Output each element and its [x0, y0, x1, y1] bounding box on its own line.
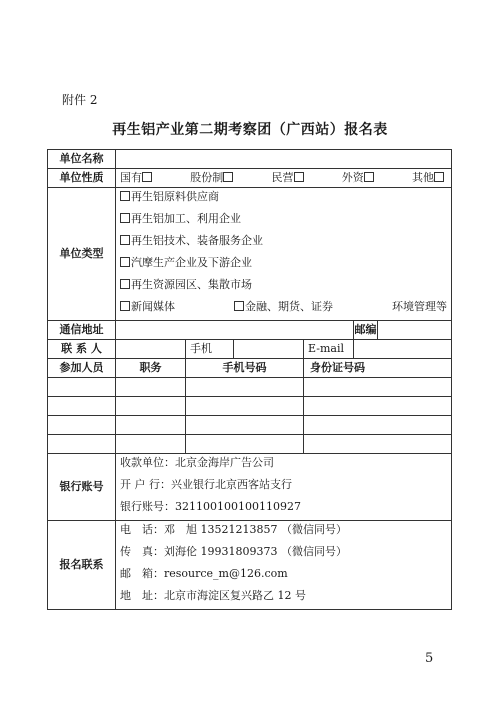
address-label: 通信地址 — [48, 321, 116, 340]
checkbox-icon[interactable] — [364, 172, 374, 182]
checkbox-icon[interactable] — [120, 279, 130, 289]
email-field[interactable] — [354, 340, 452, 359]
type-option[interactable]: 汽摩生产企业及下游企业 — [120, 254, 447, 276]
type-option[interactable]: 再生资源园区、集散市场 — [120, 276, 447, 298]
row-registration-contact — [48, 521, 452, 610]
unit-name-field[interactable] — [116, 150, 452, 169]
unit-type-field — [116, 188, 452, 321]
nature-option-foreign[interactable]: 外资 — [342, 169, 375, 187]
bank-info — [116, 454, 452, 521]
checkbox-icon[interactable] — [434, 172, 444, 182]
row-address — [48, 321, 452, 340]
unit-nature-label: 单位性质 — [48, 169, 116, 188]
participant-row — [48, 435, 452, 454]
bank-name: 开 户 行：兴业银行北京西客站支行 — [120, 478, 292, 491]
row-contact-person — [48, 340, 452, 359]
postcode-label: 邮编 — [354, 321, 378, 340]
bank-account-number: 银行账号：321100100100110927 — [120, 500, 301, 513]
checkbox-icon[interactable] — [120, 257, 130, 267]
type-option[interactable]: 新闻媒体 — [120, 298, 175, 320]
mobile-number-header: 手机号码 — [186, 359, 304, 378]
row-unit-name — [48, 150, 452, 169]
contact-fax: 传 真：刘海伦 19931809373 （微信同号） — [120, 545, 347, 558]
nature-option-joint-stock[interactable]: 股份制 — [190, 169, 234, 187]
checkbox-icon[interactable] — [120, 235, 130, 245]
registration-form-table — [47, 149, 452, 610]
participants-label: 参加人员 — [48, 359, 116, 378]
checkbox-icon[interactable] — [234, 301, 244, 311]
page-number: 5 — [425, 651, 434, 666]
registration-contact-label: 报名联系 — [48, 521, 116, 610]
nature-option-private[interactable]: 民营 — [272, 169, 305, 187]
id-number-header: 身份证号码 — [304, 359, 452, 378]
contact-person-label: 联 系 人 — [48, 340, 116, 359]
participant-row — [48, 416, 452, 435]
contact-address: 地 址：北京市海淀区复兴路乙 12 号 — [120, 589, 306, 602]
contact-person-field[interactable] — [116, 340, 186, 359]
mobile-label: 手机 — [186, 340, 234, 359]
type-option[interactable]: 金融、期货、证券 — [234, 298, 333, 320]
unit-nature-field — [116, 169, 452, 188]
checkbox-icon[interactable] — [294, 172, 304, 182]
contact-info — [116, 521, 452, 610]
row-unit-nature — [48, 169, 452, 188]
type-option[interactable]: 再生铝加工、利用企业 — [120, 210, 447, 232]
participants-header-row — [48, 359, 452, 378]
bank-account-label: 银行账号 — [48, 454, 116, 521]
form-title: 再生铝产业第二期考察团（广西站）报名表 — [112, 122, 388, 138]
participant-row — [48, 397, 452, 416]
checkbox-icon[interactable] — [120, 191, 130, 201]
row-unit-type — [48, 188, 452, 321]
attachment-label: 附件 2 — [62, 93, 98, 107]
type-option[interactable]: 再生铝技术、装备服务企业 — [120, 232, 447, 254]
participant-row — [48, 378, 452, 397]
unit-name-label: 单位名称 — [48, 150, 116, 169]
address-field[interactable] — [116, 321, 354, 340]
contact-phone: 电 话：邓 旭 13521213857 （微信同号） — [120, 523, 347, 536]
checkbox-icon[interactable] — [142, 172, 152, 182]
checkbox-icon[interactable] — [120, 301, 130, 311]
postcode-field[interactable] — [378, 321, 452, 340]
nature-option-other[interactable]: 其他 — [412, 169, 445, 187]
mobile-field[interactable] — [234, 340, 304, 359]
checkbox-icon[interactable] — [223, 172, 233, 182]
unit-type-label: 单位类型 — [48, 188, 116, 321]
position-header: 职务 — [116, 359, 186, 378]
email-label: E-mail — [304, 340, 354, 359]
contact-email: 邮 箱：resource_m@126.com — [120, 567, 288, 580]
row-bank-account — [48, 454, 452, 521]
nature-option-state[interactable]: 国有 — [120, 169, 153, 187]
type-option[interactable]: 环境管理等 — [392, 300, 447, 313]
bank-payee: 收款单位：北京金海岸广告公司 — [120, 456, 274, 469]
type-option[interactable]: 再生铝原料供应商 — [120, 188, 447, 210]
checkbox-icon[interactable] — [120, 213, 130, 223]
